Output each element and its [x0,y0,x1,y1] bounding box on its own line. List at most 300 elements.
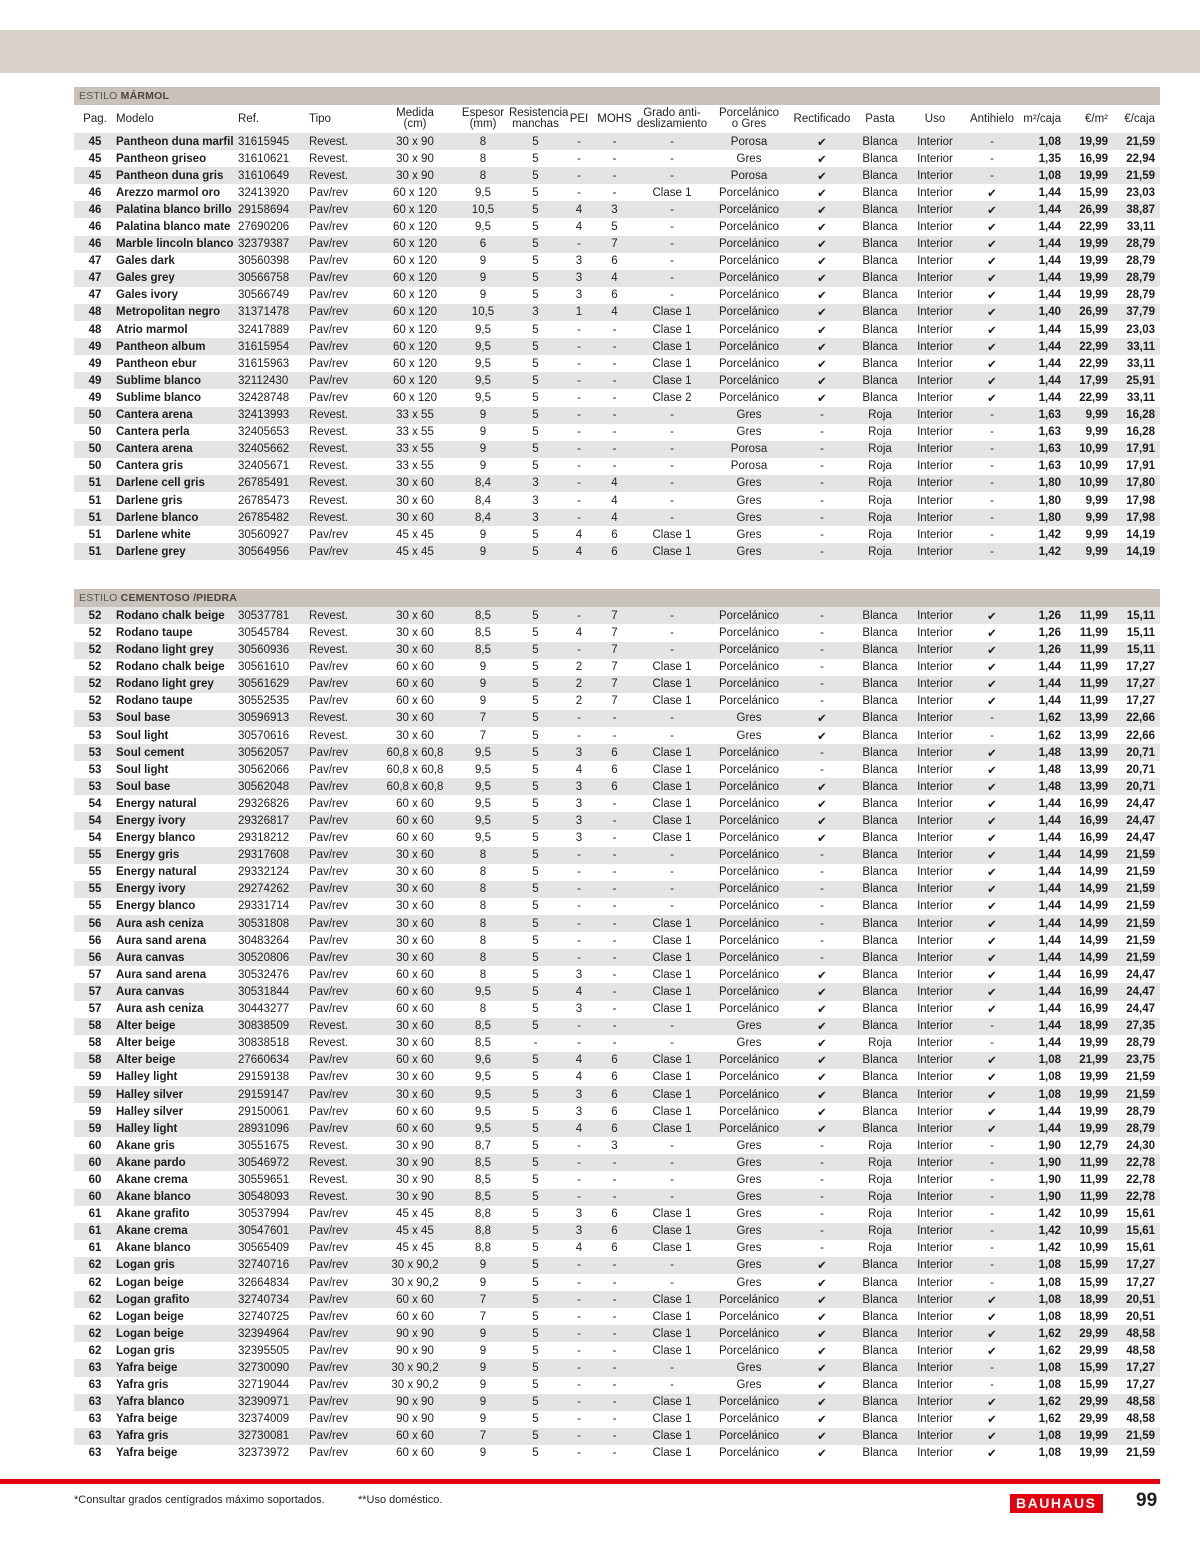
cell-tipo: Revest. [309,1037,348,1050]
cell-modelo: Rodano light grey [116,644,214,657]
cell-resistencia: 5 [532,780,539,793]
cell-resistencia: 5 [532,1208,539,1221]
cell-tipo: Revest. [309,152,348,165]
cell-precio-caja: 22,78 [1126,1173,1155,1186]
table-row [74,526,1160,543]
cell-ref: 32395505 [238,1344,290,1357]
cell-tipo: Pav/rev [309,1413,348,1426]
cell-pei: - [577,460,581,473]
cell-antihielo: ✔ [987,764,997,777]
cell-mohs: 7 [611,609,618,622]
cell-rectificado: - [820,477,824,490]
cell-pasta: Blanca [862,763,898,776]
cell-modelo: Energy gris [116,849,180,862]
cell-tipo: Revest. [309,644,348,657]
cell-modelo: Marble lincoln blanco [116,238,234,251]
cell-pei: - [577,1327,581,1340]
cell-mohs: - [612,323,617,336]
cell-resistencia: 5 [532,255,539,268]
cell-medida: 30 x 60 [396,712,434,725]
cell-precio-caja: 15,11 [1126,609,1155,622]
section-header [74,87,1160,105]
column-header-precio-m2: €/m² [1085,112,1108,125]
cell-tipo: Pav/rev [309,1396,348,1409]
cell-medida: 60 x 60 [396,1054,434,1067]
cell-rectificado: ✔ [817,1311,827,1324]
cell-mohs: - [612,866,617,879]
cell-uso: Interior [917,644,953,657]
cell-precio-m2: 29,99 [1079,1396,1108,1409]
cell-precio-caja: 28,79 [1126,1105,1155,1118]
cell-antihielo: - [990,1259,994,1272]
cell-pasta: Blanca [862,797,898,810]
cell-ref: 32730081 [238,1430,290,1443]
cell-pei: - [577,511,581,524]
cell-m2-caja: 1,44 [1038,797,1061,810]
cell-precio-caja: 15,11 [1126,626,1155,639]
cell-ref: 30562057 [238,746,290,759]
cell-ref: 29318212 [238,832,290,845]
cell-ref: 29317608 [238,849,290,862]
table-row [74,1018,1160,1035]
cell-pasta: Blanca [862,152,898,165]
cell-pasta: Roja [868,477,892,490]
cell-mohs: 7 [611,661,618,674]
cell-ref: 30561610 [238,661,290,674]
cell-espesor: 8 [479,917,487,930]
cell-antihielo: ✔ [987,273,997,286]
cell-espesor: 9 [479,1362,487,1375]
cell-pag: 56 [88,917,102,930]
table-row [74,1445,1160,1462]
cell-pag: 62 [88,1327,102,1340]
cell-pasta: Blanca [862,221,898,234]
cell-pasta: Blanca [862,985,898,998]
section-label-prefix: ESTILO [79,90,121,102]
cell-mohs: - [612,1430,617,1443]
cell-tipo: Pav/rev [309,1122,348,1135]
cell-mohs: - [612,1362,617,1375]
cell-ref: 32417889 [238,323,290,336]
cell-tipo: Pav/rev [309,866,348,879]
cell-antihielo: ✔ [987,1414,997,1427]
cell-resistencia: 5 [532,1003,539,1016]
cell-rectificado: ✔ [817,375,827,388]
cell-porcelanico: Porcelánico [718,832,780,845]
cell-antihielo: - [990,494,994,507]
cell-m2-caja: 1,44 [1038,832,1061,845]
cell-espesor: 8,8 [475,1208,491,1221]
cell-precio-m2: 29,99 [1079,1327,1108,1340]
cell-modelo: Yafra beige [116,1413,178,1426]
cell-pag: 52 [88,678,102,691]
cell-porcelanico: Porcelánico [718,866,780,879]
cell-medida: 60 x 60 [396,1293,434,1306]
cell-precio-caja: 21,59 [1126,866,1155,879]
column-header-pag: Pag. [83,112,107,125]
cell-pasta: Blanca [862,780,898,793]
cell-ref: 32394964 [238,1327,290,1340]
cell-ref: 26785482 [238,511,290,524]
cell-pag: 50 [88,409,102,422]
cell-ref: 32664834 [238,1276,290,1289]
table-row [74,1274,1160,1291]
cell-precio-m2: 17,99 [1079,374,1108,387]
cell-rectificado: - [820,545,824,558]
cell-pei: - [577,494,581,507]
cell-pasta: Roja [868,511,892,524]
cell-pei: 3 [575,797,583,810]
cell-modelo: Darlene cell gris [116,477,205,490]
cell-resistencia: 5 [532,746,539,759]
cell-precio-caja: 48,58 [1126,1327,1155,1340]
cell-uso: Interior [917,135,953,148]
cell-antihielo: ✔ [987,798,997,811]
table-header [74,105,1160,133]
cell-modelo: Metropolitan negro [116,306,221,319]
cell-medida: 60 x 120 [392,323,438,336]
cell-pei: - [577,1276,581,1289]
cell-pasta: Blanca [862,1362,898,1375]
cell-precio-m2: 11,99 [1079,661,1108,674]
cell-pei: - [577,883,581,896]
cell-modelo: Rodano chalk beige [116,609,225,622]
cell-rectificado: ✔ [817,1363,827,1376]
cell-resistencia: 3 [532,494,539,507]
cell-espesor: 9 [479,1344,487,1357]
cell-mohs: - [612,1156,617,1169]
cell-antihielo: ✔ [987,867,997,880]
cell-resistencia: 5 [532,1020,539,1033]
cell-precio-m2: 15,99 [1079,1379,1108,1392]
cell-uso: Interior [917,1327,953,1340]
cell-precio-m2: 18,99 [1079,1293,1108,1306]
cell-porcelanico: Porcelánico [718,849,780,862]
cell-medida: 30 x 90 [396,169,434,182]
cell-medida: 60 x 120 [392,238,438,251]
cell-pag: 51 [88,545,102,558]
cell-pag: 53 [88,712,102,725]
table-row [74,847,1160,864]
cell-precio-caja: 28,79 [1126,238,1155,251]
cell-pag: 62 [88,1259,102,1272]
cell-antihielo: - [990,443,994,456]
cell-rectificado: - [820,1242,824,1255]
table-row [74,1086,1160,1103]
cell-rectificado: - [820,695,824,708]
table-row [74,915,1160,932]
cell-pag: 54 [88,797,102,810]
cell-pasta: Blanca [862,1020,898,1033]
table-row [74,287,1160,304]
cell-uso: Interior [917,1173,953,1186]
table-row [74,642,1160,659]
cell-antihielo: ✔ [987,781,997,794]
cell-precio-m2: 11,99 [1079,1191,1108,1204]
cell-mohs: 7 [611,238,618,251]
cell-m2-caja: 1,48 [1038,780,1061,793]
cell-medida: 60 x 120 [392,221,438,234]
cell-grado: - [670,460,674,473]
cell-pasta: Blanca [862,729,898,742]
cell-rectificado: ✔ [817,222,827,235]
cell-uso: Interior [917,883,953,896]
cell-pasta: Roja [868,1173,892,1186]
column-header-modelo: Modelo [116,112,154,125]
cell-pasta: Blanca [862,849,898,862]
cell-tipo: Pav/rev [309,1344,348,1357]
cell-resistencia: 5 [532,626,539,639]
cell-m2-caja: 1,42 [1038,545,1061,558]
cell-pei: - [577,849,581,862]
cell-m2-caja: 1,63 [1038,443,1061,456]
cell-mohs: - [612,357,617,370]
cell-ref: 30537781 [238,609,290,622]
cell-rectificado: - [820,1173,824,1186]
cell-rectificado: ✔ [817,781,827,794]
cell-m2-caja: 1,44 [1038,968,1061,981]
cell-precio-caja: 22,94 [1126,152,1155,165]
cell-precio-m2: 14,99 [1079,883,1108,896]
cell-grado: - [670,866,674,879]
table-row [74,949,1160,966]
cell-resistencia: 5 [532,695,539,708]
cell-precio-caja: 17,98 [1126,511,1155,524]
cell-tipo: Pav/rev [309,545,348,558]
cell-grado: - [670,712,674,725]
cell-resistencia: 5 [532,357,539,370]
cell-antihielo: - [990,409,994,422]
cell-grado: Clase 1 [652,832,692,845]
cell-grado: - [670,494,674,507]
cell-precio-caja: 20,71 [1126,746,1155,759]
cell-rectificado: ✔ [817,1294,827,1307]
cell-tipo: Pav/rev [309,340,348,353]
cell-grado: Clase 1 [652,306,692,319]
cell-pasta: Blanca [862,934,898,947]
cell-resistencia: 5 [532,951,539,964]
cell-mohs: - [612,900,617,913]
cell-pag: 58 [88,1037,102,1050]
cell-antihielo: - [990,1225,994,1238]
cell-precio-caja: 28,79 [1126,272,1155,285]
cell-grado: Clase 1 [652,746,692,759]
cell-tipo: Pav/rev [309,1447,348,1460]
cell-pag: 47 [88,272,102,285]
cell-pasta: Blanca [862,340,898,353]
cell-m2-caja: 1,44 [1038,340,1061,353]
table-row [74,475,1160,492]
cell-grado: Clase 1 [652,1447,692,1460]
cell-uso: Interior [917,746,953,759]
cell-precio-m2: 21,99 [1079,1054,1108,1067]
cell-precio-m2: 9,99 [1085,528,1108,541]
cell-precio-caja: 24,47 [1126,985,1155,998]
cell-precio-m2: 16,99 [1079,797,1108,810]
cell-antihielo: ✔ [987,935,997,948]
cell-medida: 30 x 90 [396,1191,434,1204]
cell-porcelanico: Porcelánico [718,203,780,216]
cell-resistencia: 5 [532,1242,539,1255]
cell-mohs: 7 [611,678,618,691]
cell-pei: - [577,374,581,387]
cell-resistencia: 5 [532,1276,539,1289]
cell-espesor: 8,7 [475,1139,491,1152]
cell-uso: Interior [917,917,953,930]
cell-pasta: Roja [868,1191,892,1204]
cell-precio-caja: 21,59 [1126,1430,1155,1443]
cell-grado: - [670,409,674,422]
cell-medida: 60 x 120 [392,272,438,285]
cell-ref: 30560936 [238,644,290,657]
cell-ref: 30570616 [238,729,290,742]
footnote-temperature: *Consultar grados centígrados máximo soportados. [74,1494,325,1506]
product-table [74,87,1160,1462]
cell-m2-caja: 1,08 [1038,1310,1061,1323]
cell-espesor: 8,4 [475,511,491,524]
cell-uso: Interior [917,780,953,793]
cell-uso: Interior [917,1259,953,1272]
cell-pei: - [577,238,581,251]
cell-pasta: Blanca [862,1379,898,1392]
cell-mohs: 6 [611,780,618,793]
cell-antihielo: ✔ [987,1311,997,1324]
cell-tipo: Pav/rev [309,221,348,234]
cell-antihielo: - [990,545,994,558]
cell-antihielo: ✔ [987,952,997,965]
cell-medida: 33 x 55 [396,443,434,456]
cell-pag: 54 [88,815,102,828]
cell-uso: Interior [917,409,953,422]
cell-porcelanico: Porcelánico [718,1447,780,1460]
cell-tipo: Pav/rev [309,985,348,998]
cell-precio-caja: 33,11 [1126,357,1155,370]
cell-pei: 3 [575,255,583,268]
table-row [74,1411,1160,1428]
cell-rectificado: ✔ [817,798,827,811]
cell-medida: 45 x 45 [396,1242,434,1255]
cell-antihielo: ✔ [987,645,997,658]
cell-resistencia: 5 [532,340,539,353]
cell-tipo: Pav/rev [309,780,348,793]
cell-grado: Clase 1 [652,763,692,776]
cell-rectificado: ✔ [817,256,827,269]
cell-modelo: Palatina blanco brillo [116,203,232,216]
cell-precio-caja: 17,98 [1126,494,1155,507]
cell-pei: - [577,357,581,370]
cell-mohs: - [612,409,617,422]
cell-pasta: Roja [868,1242,892,1255]
cell-precio-caja: 17,91 [1126,443,1155,456]
cell-rectificado: - [820,644,824,657]
cell-resistencia: 5 [532,1344,539,1357]
cell-mohs: - [612,1310,617,1323]
cell-rectificado: - [820,494,824,507]
cell-pag: 46 [88,238,102,251]
cell-mohs: - [612,1447,617,1460]
cell-antihielo: ✔ [987,290,997,303]
cell-resistencia: 5 [532,985,539,998]
cell-tipo: Pav/rev [309,968,348,981]
cell-modelo: Akane blanco [116,1191,191,1204]
cell-ref: 30561629 [238,678,290,691]
table-row [74,795,1160,812]
cell-pasta: Blanca [862,1259,898,1272]
table-row [74,338,1160,355]
cell-porcelanico: Porcelánico [718,746,780,759]
cell-m2-caja: 1,08 [1038,1276,1061,1289]
cell-precio-caja: 24,47 [1126,1003,1155,1016]
cell-medida: 90 x 90 [396,1327,434,1340]
cell-tipo: Pav/rev [309,900,348,913]
cell-pei: - [577,477,581,490]
cell-pei: - [577,1379,581,1392]
cell-uso: Interior [917,609,953,622]
cell-mohs: - [612,985,617,998]
cell-ref: 32413993 [238,409,290,422]
cell-porcelanico: Porcelánico [718,391,780,404]
cell-m2-caja: 1,26 [1038,626,1061,639]
cell-ref: 32112430 [238,374,289,387]
cell-antihielo: ✔ [987,1055,997,1068]
cell-rectificado: ✔ [817,1021,827,1034]
cell-precio-caja: 33,11 [1126,391,1155,404]
cell-espesor: 9 [479,460,487,473]
cell-grado: Clase 1 [652,1327,692,1340]
cell-modelo: Cantera perla [116,426,190,439]
cell-pag: 56 [88,951,102,964]
cell-mohs: - [612,391,617,404]
cell-uso: Interior [917,528,953,541]
cell-pasta: Roja [868,545,892,558]
cell-modelo: Energy blanco [116,832,196,845]
cell-pei: - [577,186,581,199]
cell-precio-caja: 28,79 [1126,289,1155,302]
cell-precio-m2: 9,99 [1085,409,1108,422]
cell-grado: Clase 1 [652,1208,692,1221]
cell-medida: 30 x 60 [396,900,434,913]
cell-mohs: 6 [611,1242,618,1255]
cell-precio-m2: 11,99 [1079,1173,1108,1186]
cell-modelo: Rodano taupe [116,695,193,708]
cell-pag: 46 [88,221,102,234]
cell-grado: Clase 1 [652,1413,692,1426]
cell-porcelanico: Porcelánico [718,186,780,199]
cell-modelo: Soul cement [116,746,185,759]
cell-porcelanico: Porcelánico [718,883,780,896]
table-row [74,184,1160,201]
cell-pei: 3 [575,272,583,285]
cell-m2-caja: 1,44 [1038,695,1061,708]
cell-pei: - [577,1259,581,1272]
cell-espesor: 9 [479,661,487,674]
cell-porcelanico: Porcelánico [718,1105,780,1118]
cell-pasta: Blanca [862,391,898,404]
cell-precio-m2: 19,99 [1079,289,1108,302]
cell-precio-m2: 29,99 [1079,1344,1108,1357]
cell-antihielo: ✔ [987,1328,997,1341]
cell-uso: Interior [917,1105,953,1118]
cell-modelo: Halley light [116,1122,178,1135]
cell-rectificado: - [820,900,824,913]
cell-tipo: Pav/rev [309,323,348,336]
cell-tipo: Revest. [309,626,348,639]
cell-mohs: - [612,917,617,930]
cell-pag: 53 [88,746,102,759]
cell-resistencia: 5 [532,1430,539,1443]
cell-pasta: Roja [868,426,892,439]
cell-pag: 52 [88,661,102,674]
